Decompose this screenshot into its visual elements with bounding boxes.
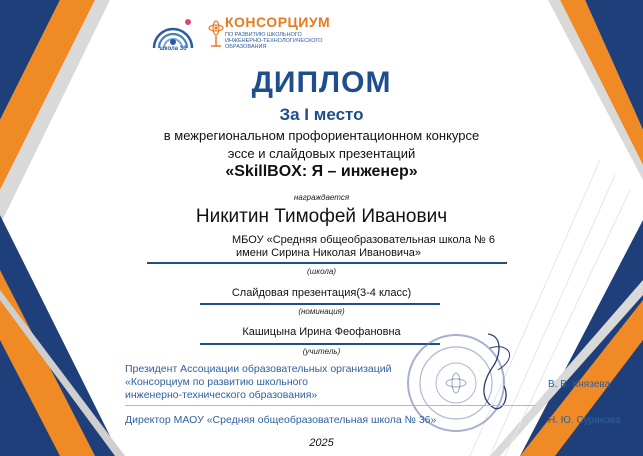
school-caption: (школа) bbox=[307, 267, 336, 276]
president-name: В. В. Князева bbox=[548, 379, 611, 390]
contest-description-line1: в межрегиональном профориентационном конкурсе bbox=[163, 128, 480, 143]
school-name-line2: имени Сирина Николая Ивановича» bbox=[236, 247, 422, 259]
president-title-line2: «Консорциум по развитию школьного bbox=[125, 376, 308, 388]
nomination-text: Слайдовая презентация(3-4 класс) bbox=[231, 287, 412, 299]
nomination-caption: (номинация) bbox=[298, 307, 345, 316]
consortium-atom-icon bbox=[207, 14, 225, 48]
president-title bbox=[125, 363, 392, 402]
contest-description-line2: эссе и слайдовых презентаций bbox=[227, 146, 416, 161]
issue-year: 2025 bbox=[309, 437, 334, 449]
director-name: Н. Ю. Сурикова bbox=[548, 415, 621, 426]
president-title-line3: инженерно-технического образования» bbox=[125, 389, 318, 401]
consortium-name: КОНСОРЦИУМ bbox=[225, 14, 331, 30]
president-title-line1: Президент Ассоциации образовательных организаций bbox=[125, 363, 392, 375]
place-award: За I место bbox=[279, 105, 364, 124]
awarded-label: награждается bbox=[293, 193, 350, 202]
recipient-name: Никитин Тимофей Иванович bbox=[195, 206, 448, 227]
school-logo-label: школа 36 bbox=[159, 46, 187, 52]
school-underline bbox=[147, 262, 507, 264]
teacher-caption: (учитель) bbox=[302, 347, 341, 356]
diploma-title: ДИПЛОМ bbox=[251, 66, 392, 99]
teacher-name: Кашицына Ирина Феофановна bbox=[242, 326, 401, 338]
nomination-underline bbox=[200, 303, 440, 305]
director-title: Директор МАОУ «Средняя общеобразовательная школа № 36» bbox=[125, 414, 437, 426]
contest-name: «SkillBOX: Я – инженер» bbox=[225, 163, 418, 180]
school-name-line1: МБОУ «Средняя общеобразовательная школа № 6 bbox=[232, 234, 495, 246]
signature-divider bbox=[125, 405, 535, 406]
consortium-subtitle: ПО РАЗВИТИЮ ШКОЛЬНОГО ИНЖЕНЕРНО-ТЕХНОЛОГИЧЕСКОГО ОБРАЗОВАНИЯ bbox=[225, 32, 323, 50]
school-name bbox=[232, 234, 495, 260]
school-36-logo bbox=[148, 12, 198, 60]
